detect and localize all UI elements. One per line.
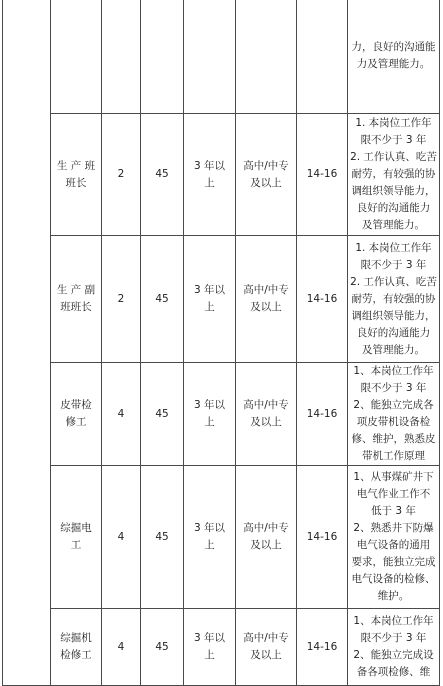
education-cell <box>236 236 297 363</box>
experience-cell <box>184 609 236 686</box>
requirements-line: 限不少于 3 年 <box>360 632 427 644</box>
requirements-line: 2、熟悉井下防爆 <box>353 522 434 534</box>
requirements-cell <box>348 236 440 363</box>
salary-cell: 14-16 <box>297 466 348 609</box>
education-line: 及以上 <box>250 176 282 189</box>
requirements-line: 耐劳，有较强的协 <box>351 292 436 305</box>
education-line: 及以上 <box>250 539 282 551</box>
requirements-line: 2、能独立完成设 <box>353 649 434 661</box>
requirements-line: 良好的沟通能力 <box>356 326 431 339</box>
experience-cell <box>184 0 236 114</box>
requirements-line: 项皮带机设备检 <box>356 416 431 428</box>
education-cell <box>236 0 297 114</box>
table-body <box>3 0 440 686</box>
education-line: 高中/中专 <box>243 399 289 411</box>
requirements-line: 2、能独立完成各 <box>353 399 434 411</box>
education-line: 高中/中专 <box>243 284 289 296</box>
table-row-top <box>3 0 440 114</box>
requirements-line: 1、从事煤矿井下 <box>353 471 434 483</box>
education-line: 及以上 <box>250 301 282 313</box>
position-cell <box>51 236 102 363</box>
table-row <box>3 114 440 236</box>
requirements-cell <box>348 0 440 114</box>
table-row <box>3 466 440 609</box>
experience-line: 上 <box>204 649 215 661</box>
requirements-line: 限不少于 3 年 <box>360 382 427 394</box>
age-cell: 45 <box>141 114 184 236</box>
requirements-cell <box>348 609 440 686</box>
requirements-line: 电气作业工作不 <box>356 488 431 500</box>
count-cell: 4 <box>102 466 141 609</box>
salary-cell <box>297 0 348 114</box>
age-cell: 45 <box>141 363 184 466</box>
position-cell <box>51 363 102 466</box>
requirements-line: 力，良好的沟通能 <box>351 41 436 53</box>
position-line: 班班长 <box>60 301 92 313</box>
requirements-cell <box>348 363 440 466</box>
salary-cell: 14-16 <box>297 236 348 363</box>
position-line: 综掘电 <box>60 522 92 534</box>
requirements-line: 备各项检修、维 <box>356 666 431 678</box>
experience-line: 3 年以 <box>193 399 226 411</box>
age-cell <box>141 0 184 114</box>
education-line: 及以上 <box>250 649 282 661</box>
requirements-line: 2. 工作认真、吃苦 <box>350 151 437 163</box>
experience-line: 上 <box>204 539 215 551</box>
education-line: 及以上 <box>250 416 282 428</box>
experience-line: 上 <box>204 176 215 189</box>
count-cell: 2 <box>102 114 141 236</box>
requirements-line: 及管理能力。 <box>362 219 425 231</box>
requirements-line: 耐劳，有较强的协 <box>351 168 436 180</box>
requirements-line: 1、本岗位工作年 <box>353 365 434 377</box>
requirements-line: 维护。 <box>377 590 410 602</box>
count-cell: 4 <box>102 363 141 466</box>
experience-line: 3 年以 <box>193 159 226 172</box>
experience-cell <box>184 236 236 363</box>
experience-line: 3 年以 <box>193 632 226 644</box>
salary-cell: 14-16 <box>297 114 348 236</box>
experience-line: 3 年以 <box>193 284 226 296</box>
position-cell <box>51 0 102 114</box>
age-cell: 45 <box>141 466 184 609</box>
requirements-line: 电气设备的通用 <box>356 539 431 551</box>
requirements-line: 力及管理能力。 <box>356 58 431 70</box>
position-line: 修工 <box>65 416 87 428</box>
requirements-line: 调组织领导能力， <box>351 185 436 197</box>
education-cell <box>236 609 297 686</box>
education-cell <box>236 114 297 236</box>
position-cell <box>51 466 102 609</box>
position-cell <box>51 114 102 236</box>
requirements-line: 要求，能独立完成 <box>351 556 436 568</box>
position-line: 班长 <box>65 176 87 189</box>
count-cell <box>102 0 141 114</box>
requirements-cell <box>348 466 440 609</box>
requirements-line: 2. 工作认真、吃苦 <box>350 275 437 288</box>
requirements-line: 限不少于 3 年 <box>360 134 427 146</box>
requirements-line: 1. 本岗位工作年 <box>355 241 432 254</box>
count-cell: 4 <box>102 609 141 686</box>
requirements-cell <box>348 114 440 236</box>
experience-line: 上 <box>204 416 215 428</box>
education-cell <box>236 466 297 609</box>
experience-line: 上 <box>204 301 215 313</box>
requirements-line: 限不少于 3 年 <box>360 258 427 271</box>
requirements-line: 1. 本岗位工作年 <box>355 117 432 129</box>
requirements-line: 1、本岗位工作年 <box>353 615 434 627</box>
position-cell <box>51 609 102 686</box>
experience-line: 3 年以 <box>193 522 226 534</box>
experience-cell <box>184 363 236 466</box>
count-cell: 2 <box>102 236 141 363</box>
position-line: 综掘机 <box>60 632 92 644</box>
education-line: 高中/中专 <box>243 522 289 534</box>
requirements-line: 修、维护，熟悉皮 <box>351 433 436 445</box>
table-row <box>3 236 440 363</box>
age-cell: 45 <box>141 236 184 363</box>
table-row <box>3 363 440 466</box>
experience-cell <box>184 114 236 236</box>
position-line: 生 产 副 <box>56 284 96 296</box>
age-cell: 45 <box>141 609 184 686</box>
requirements-line: 调组织领导能力， <box>351 309 436 322</box>
salary-cell: 14-16 <box>297 609 348 686</box>
experience-cell <box>184 466 236 609</box>
position-line: 检修工 <box>60 649 92 661</box>
education-line: 高中/中专 <box>243 159 289 172</box>
recruitment-table <box>2 0 440 686</box>
education-cell <box>236 363 297 466</box>
table-row <box>3 609 440 686</box>
position-line: 工 <box>70 539 82 551</box>
salary-cell: 14-16 <box>297 363 348 466</box>
position-line: 生 产 班 <box>56 159 96 172</box>
requirements-line: 及管理能力。 <box>362 343 425 356</box>
requirements-line: 电气设备的检修、 <box>351 573 436 585</box>
requirements-line: 带机工作原理 <box>362 450 425 462</box>
requirements-line: 良好的沟通能力 <box>356 202 431 214</box>
position-line: 皮带检 <box>60 399 92 411</box>
requirements-line: 低于 3 年 <box>371 505 416 517</box>
education-line: 高中/中专 <box>243 632 289 644</box>
merged-category-cell <box>3 0 51 686</box>
